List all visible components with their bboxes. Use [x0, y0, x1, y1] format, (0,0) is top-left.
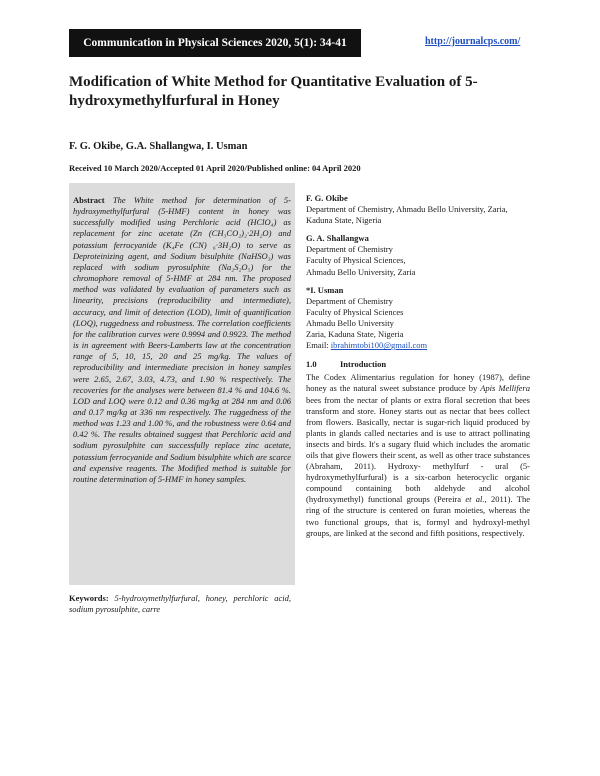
- intro-etal: et al.,: [465, 494, 487, 505]
- affiliation-name: F. G. Okibe: [306, 193, 348, 203]
- affiliation-line: Faculty of Physical Sciences,: [306, 255, 406, 266]
- affiliation-line: Ahmadu Bello University, Zaria: [306, 266, 416, 277]
- affiliation-line: Department of Chemistry, Ahmadu Bello University, Zaria,: [306, 204, 508, 215]
- email-link[interactable]: ibrahimtobi100@gmail.com: [330, 340, 428, 351]
- abstract-text: The White method for determination of 5-hydroxymethylfurfural (5-HMF) content in honey was successfully modified using Perchloric acid (HClO₄) as replacement for zinc acetate (Zn (CH₃CO₂)₂·2H₂O) and potassium ferrocyanide (K₄Fe (CN) ₆·3H₂O) to serve as Deproteinizing agent, and Sodium bisulphite (NaHSO₃) was replaced with sodium pyrosulphite (Na₂S₂O₅) for the chromophore removal of 5-HMF at 284 nm. The proposed method was validated by evaluation of parameters such as linearity, precisions (reproducibility and intermediate), accuracy, and limit of detection (LOD), limit of quantification (LOQ), ruggedness and robustness. The correlation coefficients for the calibration curves were 0.9994 and 0.9923. The method is in agreement with Beers-Lamberts law at the concentration range of 5, 10, 15, 20 and 25 mg/kg. The values of reproducibility and intermediate precision in honey samples were 2.65, 2.67, 3.03, 4.73, and 1.90 % respectively. The recoveries for the analyses were between 81.4 % and 104.6 %. LOD and LOQ were 0.12 and 0.36 mg/kg at 284 nm and 0.06 and 0.17 mg/kg at 336 nm respectively. The ruggedness of the method was 1.23 and 1.00 %, and the robustness were 0.64 and 0.42 %. The results obtained suggest that Perchloric acid and sodium pyrosulphite can successfully replace zinc acetate, potassium ferrocyanide and Sodium bisulphite which are scarce and expensive reagents. The Modified method is suitable for routine determination of 5-HMF in honey samples.: [73, 195, 292, 484]
- publication-dates: Received 10 March 2020/Accepted 01 April 2020/Published online: 04 April 2020: [69, 163, 361, 173]
- affiliation-usman: [306, 285, 530, 352]
- intro-text-part: The Codex Alimentarius regulation for honey (1987), define honey as the natural sweet substance produce by: [306, 372, 530, 394]
- keywords-text: 5-hydroxymethylfurfural, honey, perchloric acid, sodium pyrosulphite, carre: [69, 593, 291, 614]
- introduction-paragraph: [306, 372, 530, 538]
- affiliation-line: Faculty of Physical Sciences: [306, 306, 404, 317]
- author-list: F. G. Okibe, G.A. Shallangwa, I. Usman: [69, 141, 248, 152]
- journal-banner: Communication in Physical Sciences 2020, 5(1): 34-41: [69, 29, 361, 57]
- abstract-box: [69, 183, 295, 585]
- intro-text-part: bees from the nectar of plants or extra floral secretion that bees transform and store. Honey starts out as nectar that bees collect from flowers. Basically, nectar is sugar-rich liquid produced by plants in glands called nectaries and is use to attract pollinating insects and birds. It's a sugary fluid which includes the aromatic oils that give flowers their scent, as well as other trace substances (Abraham, 2011). Hydroxy- methylfurf - ural (5-hydroxymethylfurfural) is a six-carbon heterocyclic organic compound containing both aldehyde and alcohol (hydroxymethyl) functional groups (Pereira: [306, 394, 530, 505]
- email-line: [306, 340, 530, 351]
- intro-text-part: 2011). The ring of the structure is centered on furan moieties, whereas the two functional groups, that is, formyl and hydroxyl-methyl groups, are linked at the second and fifth positions, respectively.: [306, 494, 530, 538]
- affiliation-name: *I. Usman: [306, 284, 344, 295]
- affiliation-shallangwa: [306, 233, 530, 277]
- right-column: [306, 193, 530, 539]
- abstract-label: Abstract: [73, 195, 105, 205]
- affiliation-okibe: [306, 193, 530, 226]
- journal-url-link[interactable]: http://journalcps.com/: [425, 36, 521, 47]
- keywords-label: Keywords:: [69, 593, 109, 603]
- affiliation-line: Kaduna State, Nigeria: [306, 215, 382, 226]
- abstract-paragraph: [73, 195, 291, 485]
- email-label: Email:: [306, 340, 329, 351]
- affiliation-line: Department of Chemistry: [306, 295, 393, 306]
- section-heading-introduction: [306, 359, 530, 370]
- keywords-block: [69, 593, 291, 615]
- affiliation-name: G. A. Shallangwa: [306, 233, 369, 244]
- paper-title: Modification of White Method for Quantitative Evaluation of 5-hydroxymethylfurfural in Honey: [69, 74, 478, 109]
- affiliation-line: Ahmadu Bello University: [306, 317, 394, 328]
- affiliation-line: Department of Chemistry: [306, 244, 393, 255]
- intro-species-name: Apis Mellifera: [480, 383, 530, 394]
- affiliation-line: Zaria, Kaduna State, Nigeria: [306, 329, 404, 340]
- section-number: 1.0: [306, 359, 317, 370]
- section-title: Introduction: [340, 359, 387, 370]
